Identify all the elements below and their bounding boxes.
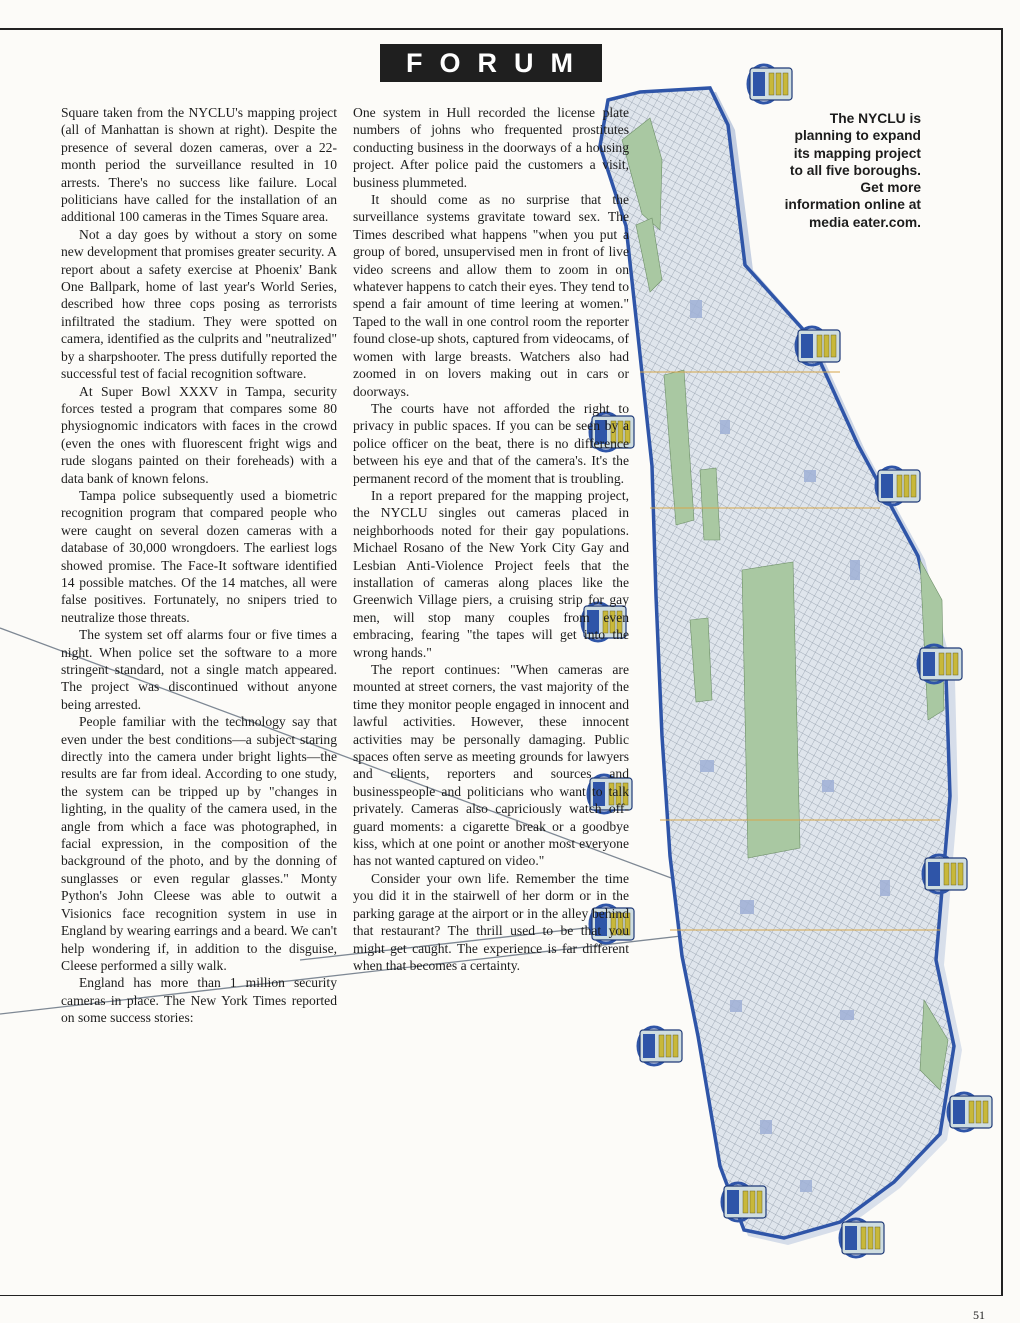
paragraph: The system set off alarms four or five times a night. When police set the software to a more stringent standard, not a single match appeared. The project was discontinued without anyone being arrested. [61, 627, 337, 712]
camera-badge [918, 645, 962, 683]
paragraph: People familiar with the technology say that even under the best conditions—a subject staring directly into the camera under bright lights—the results are far from ideal. According to one study, the system can be tripped up by "changes in lighting, in the quality of the camera used, in the angle from which a face was photographed, in facial expression, in the composition of the background of the photo, and by the donning of sunglasses or even regular glasses." Monty Python's John Cleese was able to outwit a Visionics face recognition system in use in England by wearing earrings and a beard. We can't help wondering if, in addition to the disguise, Cleese performed a silly walk. [61, 714, 337, 973]
section-banner: FORUM [380, 44, 602, 82]
page-number: 51 [973, 1308, 985, 1322]
camera-badge [796, 327, 840, 365]
park-central [742, 562, 800, 858]
map-caption: The NYCLU is planning to expand its mapping project to all five boroughs. Get more information online at media eater.com. [784, 111, 921, 230]
paragraph: Not a day goes by without a story on some new development that promises greater security. A report about a safety exercise at Phoenix' Bank One Ballpark, home of last year's World Series, described how three cops posing as terrorists infiltrated the stadium. They were spotted on camera, identified as the culprits and "neutralized" by a sharpshooter. The press dutifully reported the successful test of facial recognition software. [61, 226, 337, 382]
camera-badge [722, 1183, 766, 1221]
article-column-2 [353, 104, 629, 974]
paragraph: One system in Hull recorded the license plate numbers of johns who frequented prostitutes conducting business in the doorways of a housing project. After police paid the customers a visit, business plummeted. [353, 105, 629, 190]
article-column-1 [61, 104, 337, 1027]
camera-badge [748, 65, 792, 103]
camera-badge [638, 1027, 682, 1065]
paragraph: At Super Bowl XXXV in Tampa, security forces tested a program that compares some 80 physiognomic indicators with faces in the crowd (even the ones with fluorescent fright wigs and rude slogans painted on their foreheads) with a data bank of known felons. [61, 383, 337, 486]
paragraph: It should come as no surprise that the surveillance systems gravitate toward sex. The Times described what happens "when you put a group of bored, unsupervised men in front of live video screens and allow them to zoom in on whatever happens to catch their eyes. They tend to spend a fair amount of time leering at women." Taped to the wall in one control room the reporter found close-up shots, captured from videocams, of women with large breasts. Watchers also had zoomed in on lovers making out in cars or doorways. [353, 192, 629, 399]
camera-badge [876, 467, 920, 505]
camera-badge [948, 1093, 992, 1131]
paragraph: Tampa police subsequently used a biometric recognition program that compared people who were caught on several dozen cameras with a database of 30,000 wrongdoers. The earliest logs showed promise. The Face-It software identified 14 possible matches. Of the 14 matches, all were false positives. Fortunately, no snipers tried to neutralize those threats. [61, 487, 337, 625]
paragraph: Square taken from the NYCLU's mapping project (all of Manhattan is shown at right). Despite the presence of several dozen cameras, over a 22-month period the surveillance resulted in 10 arrests. There's no success like failure. Local politicians have called for the installation of an additional 100 cameras in the Times Square area. [61, 105, 337, 225]
paragraph: The report continues: "When cameras are mounted at street corners, the vast majority of the time they monitor people engaged in innocent and lawful activities. However, these innocent activities may be personally damaging. Public spaces often serve as meeting grounds for lawyers and clients, reporters and sources and businesspeople and politicians who want to talk privately. Cameras also capriciously watch off-guard moments: a cigarette break or a goodbye kiss, which at one point or another most everyone has not wanted captured on video." [353, 662, 629, 869]
paragraph: England has more than 1 million security cameras in place. The New York Times reported on some success stories: [61, 975, 337, 1026]
camera-badge [840, 1219, 884, 1257]
paragraph: In a report prepared for the mapping project, the NYCLU singles out cameras placed in neighborhoods noted for their gay populations. Michael Rosano of the New York City Gay and Lesbian Anti-Violence Project feels that the installation of cameras along places like the Greenwich Village piers, a cruising strip for gay men, will stop many couples from even embracing, fearing "the tapes will get into the wrong hands." [353, 487, 629, 660]
paragraph: Consider your own life. Remember the time you did it in the stairwell of her dorm or in the parking garage at the airport or in the alley behind that restaurant? The thrill used to be that you might get caught. The experience is far different when that becomes a certainty. [353, 870, 629, 973]
camera-badge [923, 855, 967, 893]
paragraph: The courts have not afforded the right to privacy in public spaces. If you can be seen by a police officer on the beat, there is no difference between his eye and that of the camera's. It's the permanent record of the moment that is troubling. [353, 400, 629, 486]
